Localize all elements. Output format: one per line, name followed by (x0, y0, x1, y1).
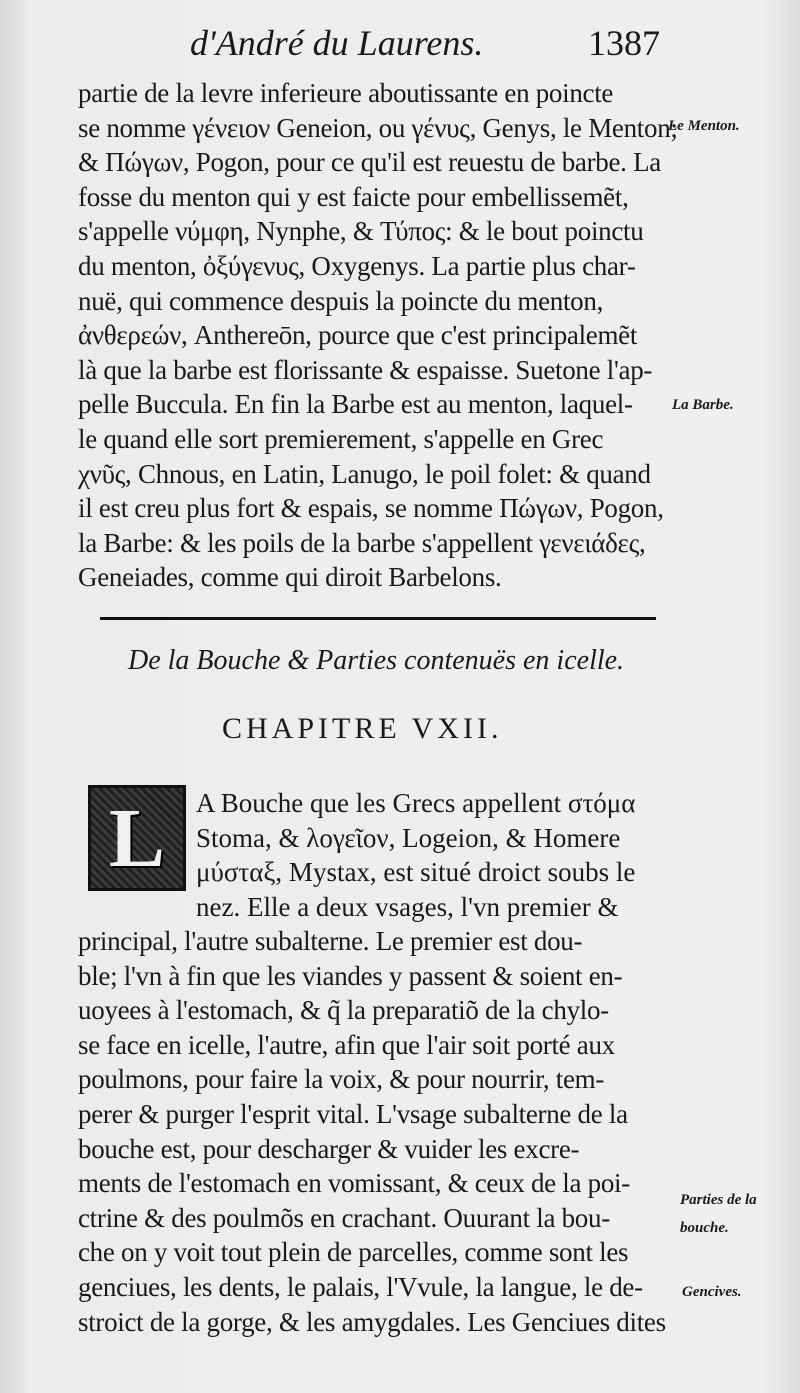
text-line: poulmons, pour faire la voix, & pour nourrir, tem- (78, 1064, 605, 1095)
text-line: s'appelle νύμφη, Nynphe, & Τύπος: & le bout poinctu (78, 216, 644, 247)
text-line: bouche est, pour descharger & vuider les excre- (78, 1133, 580, 1164)
text-line: il est creu plus fort & espais, se nomme Πώγων, Pogon, (78, 493, 664, 524)
section-title: De la Bouche & Parties contenuës en icelle. (128, 645, 625, 676)
page-number: 1387 (588, 23, 660, 63)
running-head (190, 22, 660, 72)
text-line: genciues, les dents, le palais, l'Vvule, la langue, le de- (78, 1271, 643, 1302)
sidenote-parties: Parties de la (680, 1192, 757, 1208)
chapter-heading: CHAPITRE VXII. (222, 712, 503, 745)
text-line: A Bouche que les Grecs appellent στόμα (196, 788, 636, 818)
text-line: pelle Buccula. En fin la Barbe est au menton, laquel- (78, 389, 633, 420)
text-line: du menton, ὀξύγενυς, Oxygenys. La partie plus char- (78, 250, 636, 281)
text-line: nez. Elle a deux vsages, l'vn premier & (196, 891, 619, 922)
text-line: ctrine & des poulmõs en crachant. Ouurant la bou- (78, 1202, 610, 1233)
ornamental-dropcap (88, 785, 186, 891)
text-line: là que la barbe est florissante & espaisse. Suetone l'ap- (78, 354, 653, 385)
text-line: stroict de la gorge, & les amygdales. Les Genciues dites (78, 1306, 666, 1337)
text-line: perer & purger l'esprit vital. L'vsage subalterne de la (78, 1098, 628, 1129)
text-line: se face en icelle, l'autre, afin que l'air soit porté aux (78, 1029, 615, 1060)
dropcap-letter: L (108, 791, 166, 885)
text-line: ments de l'estomach en vomissant, & ceux de la poi- (78, 1168, 630, 1199)
text-line: se nomme γένειον Geneion, ou γένυς, Genys, le Menton; (78, 112, 678, 143)
text-line: ἀνθερεών, Anthereōn, pource que c'est principalemẽt (78, 320, 638, 351)
text-line: le quand elle sort premierement, s'appelle en Grec (78, 423, 604, 454)
text-line: & Πώγων, Pogon, pour ce qu'il est reuestu de barbe. La (78, 147, 661, 178)
text-line: nuë, qui commence despuis la poincte du menton, (78, 285, 604, 316)
text-line: principal, l'autre subalterne. Le premier est dou- (78, 926, 583, 956)
text-line: ble; l'vn à fin que les viandes y passent & soient en- (78, 960, 623, 991)
section-divider (100, 617, 656, 620)
text-line: fosse du menton qui y est faicte pour embellissemẽt, (78, 181, 629, 212)
text-line: la Barbe: & les poils de la barbe s'appellent γενειάδες, (78, 527, 646, 558)
sidenote-barbe: La Barbe. (672, 397, 734, 413)
text-line: Stoma, & λογεῖον, Logeion, & Homere (196, 822, 621, 853)
intro-lines (196, 786, 676, 924)
sidenote-gencives: Gencives. (682, 1284, 742, 1300)
text-line: che on y voit tout plein de parcelles, comme sont les (78, 1237, 629, 1268)
sidenote-bouche: bouche. (680, 1220, 729, 1236)
text-line: χνῦς, Chnous, en Latin, Lanugo, le poil folet: & quand (78, 458, 651, 489)
text-line: uoyees à l'estomach, & q̃ la preparatiõ de la chylo- (78, 995, 609, 1026)
paragraph-barbe (78, 76, 678, 595)
sidenote-menton: Le Menton. (668, 118, 740, 134)
running-title: d'André du Laurens. (190, 23, 484, 63)
text-line: Geneiades, comme qui diroit Barbelons. (78, 562, 502, 593)
text-line: partie de la levre inferieure aboutissante en poincte (78, 78, 614, 108)
text-line: μύσταξ, Mystax, est situé droict soubs le (196, 857, 636, 888)
paragraph-bouche (78, 924, 668, 1339)
